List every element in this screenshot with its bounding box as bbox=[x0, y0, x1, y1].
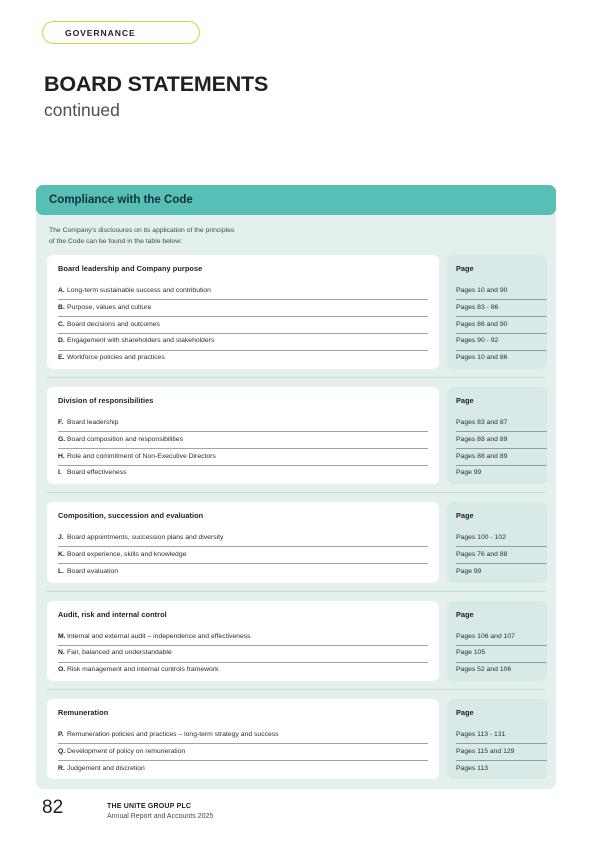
page-reference: Page 99 bbox=[456, 469, 482, 477]
row-text: Workforce policies and practices bbox=[67, 354, 165, 362]
section-pages-card bbox=[447, 387, 547, 484]
page-reference: Pages 10 and 86 bbox=[456, 354, 508, 362]
section-divider bbox=[47, 492, 545, 493]
row-letter: Q. bbox=[58, 747, 66, 755]
row-letter: D. bbox=[58, 337, 65, 345]
row-text: Fair, balanced and understandable bbox=[67, 649, 172, 657]
table-row bbox=[58, 766, 428, 773]
row-letter: F. bbox=[58, 418, 64, 426]
footer-report-title: Annual Report and Accounts 2025 bbox=[107, 813, 214, 820]
row-letter: B. bbox=[58, 303, 65, 311]
section-pages-card bbox=[447, 502, 547, 582]
table-row bbox=[58, 454, 428, 466]
row-text: Board effectiveness bbox=[67, 469, 127, 477]
page-reference: Pages 100 - 102 bbox=[456, 535, 547, 547]
page-reference: Pages 88 and 89 bbox=[456, 454, 547, 466]
table-row bbox=[58, 305, 428, 317]
compliance-section bbox=[36, 502, 556, 582]
page-reference: Pages 76 and 88 bbox=[456, 552, 547, 564]
table-row bbox=[58, 535, 428, 547]
pages-column-header: Page bbox=[456, 609, 474, 619]
section-heading: Audit, risk and internal control bbox=[58, 609, 167, 619]
row-letter: M. bbox=[58, 632, 66, 640]
governance-eyebrow-pill bbox=[42, 21, 200, 44]
row-text: Board decisions and outcomes bbox=[67, 320, 160, 328]
row-letter: N. bbox=[58, 649, 65, 657]
row-text: Engagement with shareholders and stakeholders bbox=[67, 337, 215, 345]
section-divider bbox=[47, 377, 545, 378]
section-divider bbox=[47, 591, 545, 592]
row-text: Long-term sustainable success and contribution bbox=[67, 287, 211, 294]
row-text: Board leadership bbox=[67, 418, 119, 426]
page-reference: Pages 90 - 92 bbox=[456, 338, 547, 350]
row-letter: C. bbox=[58, 320, 65, 328]
section-pages-card bbox=[447, 601, 547, 681]
compliance-section bbox=[36, 255, 556, 369]
section-principles-card bbox=[47, 699, 439, 779]
section-principles-card bbox=[47, 255, 439, 369]
table-row bbox=[58, 338, 428, 350]
compliance-section bbox=[36, 387, 556, 484]
pages-column-header: Page bbox=[456, 511, 474, 521]
compliance-panel-title: Compliance with the Code bbox=[49, 194, 193, 206]
table-row bbox=[58, 322, 428, 334]
row-text: Board evaluation bbox=[67, 567, 119, 575]
table-row bbox=[58, 667, 428, 674]
row-letter: L. bbox=[58, 567, 65, 575]
row-letter: I. bbox=[58, 469, 62, 477]
page-reference: Pages 115 and 129 bbox=[456, 749, 547, 761]
page-reference: Pages 88 and 89 bbox=[456, 437, 547, 449]
row-text: Board appointments, succession plans and diversity bbox=[67, 534, 224, 542]
table-row bbox=[58, 650, 428, 662]
section-divider bbox=[47, 689, 545, 690]
row-text: Board composition and responsibilities bbox=[67, 435, 183, 443]
pages-column-header: Page bbox=[456, 395, 474, 405]
row-text: Judgement and discretion bbox=[67, 764, 145, 772]
section-principles-card bbox=[47, 502, 439, 582]
row-letter: K. bbox=[58, 550, 65, 558]
page-reference: Pages 106 and 107 bbox=[456, 634, 547, 646]
section-principles-card bbox=[47, 601, 439, 681]
row-letter: P. bbox=[58, 730, 64, 738]
table-row bbox=[58, 470, 428, 477]
governance-eyebrow-label: GOVERNANCE bbox=[65, 27, 136, 38]
page-reference: Page 105 bbox=[456, 650, 547, 662]
row-letter: A. bbox=[58, 287, 65, 294]
page-reference: Pages 83 and 87 bbox=[456, 420, 547, 432]
row-letter: E. bbox=[58, 354, 65, 362]
page-reference: Page 99 bbox=[456, 567, 482, 575]
section-heading: Composition, succession and evaluation bbox=[58, 511, 204, 521]
page-reference: Pages 83 - 86 bbox=[456, 305, 547, 317]
row-text: Development of policy on remuneration bbox=[67, 747, 186, 755]
page-subtitle: continued bbox=[44, 100, 120, 120]
page-reference: Pages 52 and 106 bbox=[456, 666, 512, 674]
row-text: Board experience, skills and knowledge bbox=[67, 550, 187, 558]
pages-column-header: Page bbox=[456, 264, 474, 273]
section-principles-card bbox=[47, 387, 439, 484]
section-heading: Division of responsibilities bbox=[58, 395, 154, 405]
row-text: Risk management and internal controls framework bbox=[67, 666, 219, 674]
compliance-section bbox=[36, 699, 556, 779]
section-heading: Board leadership and Company purpose bbox=[58, 264, 203, 273]
table-row bbox=[58, 749, 428, 761]
row-text: Role and commitment of Non-Executive Directors bbox=[67, 452, 216, 460]
row-text: Internal and external audit – independence and effectiveness bbox=[67, 632, 251, 640]
footer-company-name: THE UNITE GROUP PLC bbox=[107, 803, 192, 810]
compliance-panel-header bbox=[36, 185, 556, 215]
section-heading: Remuneration bbox=[58, 707, 109, 717]
footer-page-number: 82 bbox=[42, 797, 64, 818]
table-row bbox=[58, 732, 428, 744]
section-pages-card bbox=[447, 699, 547, 779]
page-reference: Pages 86 and 90 bbox=[456, 322, 547, 334]
page-reference: Pages 113 bbox=[456, 764, 488, 772]
row-letter: O. bbox=[58, 666, 66, 674]
row-letter: R. bbox=[58, 764, 65, 772]
row-letter: G. bbox=[58, 435, 66, 443]
row-letter: J. bbox=[58, 534, 64, 542]
table-row bbox=[58, 437, 428, 449]
table-row bbox=[58, 420, 428, 432]
compliance-intro-text: The Company's disclosures on its application of the principles of the Code can be found in the table below: bbox=[49, 227, 235, 245]
section-pages-card bbox=[447, 255, 547, 369]
table-row bbox=[58, 355, 428, 362]
row-text: Purpose, values and culture bbox=[67, 303, 152, 311]
compliance-with-the-code-panel bbox=[36, 185, 556, 789]
page-title: BOARD STATEMENTS bbox=[44, 72, 269, 96]
row-text: Remuneration policies and practices – long-term strategy and success bbox=[67, 730, 279, 738]
page-reference: Pages 10 and 90 bbox=[456, 288, 547, 300]
table-row bbox=[58, 634, 428, 646]
table-row bbox=[58, 552, 428, 564]
page-reference: Pages 113 - 131 bbox=[456, 732, 547, 744]
table-row bbox=[58, 569, 428, 576]
table-row bbox=[58, 288, 428, 300]
row-letter: H. bbox=[58, 452, 65, 460]
compliance-section bbox=[36, 601, 556, 681]
pages-column-header: Page bbox=[456, 707, 474, 717]
